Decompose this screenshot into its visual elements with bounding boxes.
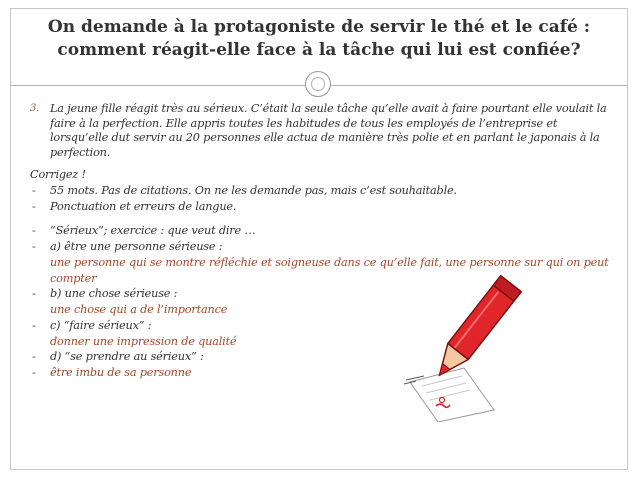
answer-c: donner une impression de qualité (50, 334, 237, 348)
answer-a: une personne qui se montre réfléchie et soigneuse dans ce qu’elle fait, une personne sur qui on peut compter (50, 256, 609, 285)
bullet-a-label: - a) être une personne sérieuse : (32, 240, 223, 253)
corrigez-heading: Corrigez ! (30, 168, 86, 181)
bullet-punctuation: - Ponctuation et erreurs de langue. (32, 200, 237, 213)
title-line-2: comment réagit-elle face à la tâche qui lui est confiée? (57, 40, 581, 60)
bullet-serieux-question: - “Sérieux”; exercice : que veut dire … (32, 224, 256, 237)
item-number: 3. (30, 103, 40, 114)
bullet-d-label: - d) “se prendre au sérieux” : (32, 350, 204, 363)
bullet-c-label: - c) “faire sérieux” : (32, 318, 152, 332)
slide-title (14, 16, 624, 62)
divider-ornament (305, 71, 331, 97)
pencil-body (429, 276, 521, 383)
item-text: La jeune fille réagit très au sérieux. C’était la seule tâche qu’elle avait à faire pourtant elle voulait la faire à la perfection. Elle appris toutes les habitudes de tous les employés de l’entreprise et lorsqu’elle dut servir au 20 personnes elle actua de manière très polie et en parlant le japonais à la perfection. (50, 102, 607, 159)
pencil-icon (402, 272, 522, 422)
bullet-word-count: - 55 mots. Pas de citations. On ne les demande pas, mais c’est souhaitable. (32, 184, 457, 197)
answer-item-3 (30, 102, 615, 160)
bullet-b-label: - b) une chose sérieuse : (32, 287, 178, 300)
title-line-1: On demande à la protagoniste de servir le thé et le café : (47, 17, 591, 37)
slide-body (30, 102, 615, 381)
answer-b: une chose qui a de l’importance (50, 303, 228, 316)
bullet-d-answer: - être imbu de sa personne (32, 366, 192, 379)
